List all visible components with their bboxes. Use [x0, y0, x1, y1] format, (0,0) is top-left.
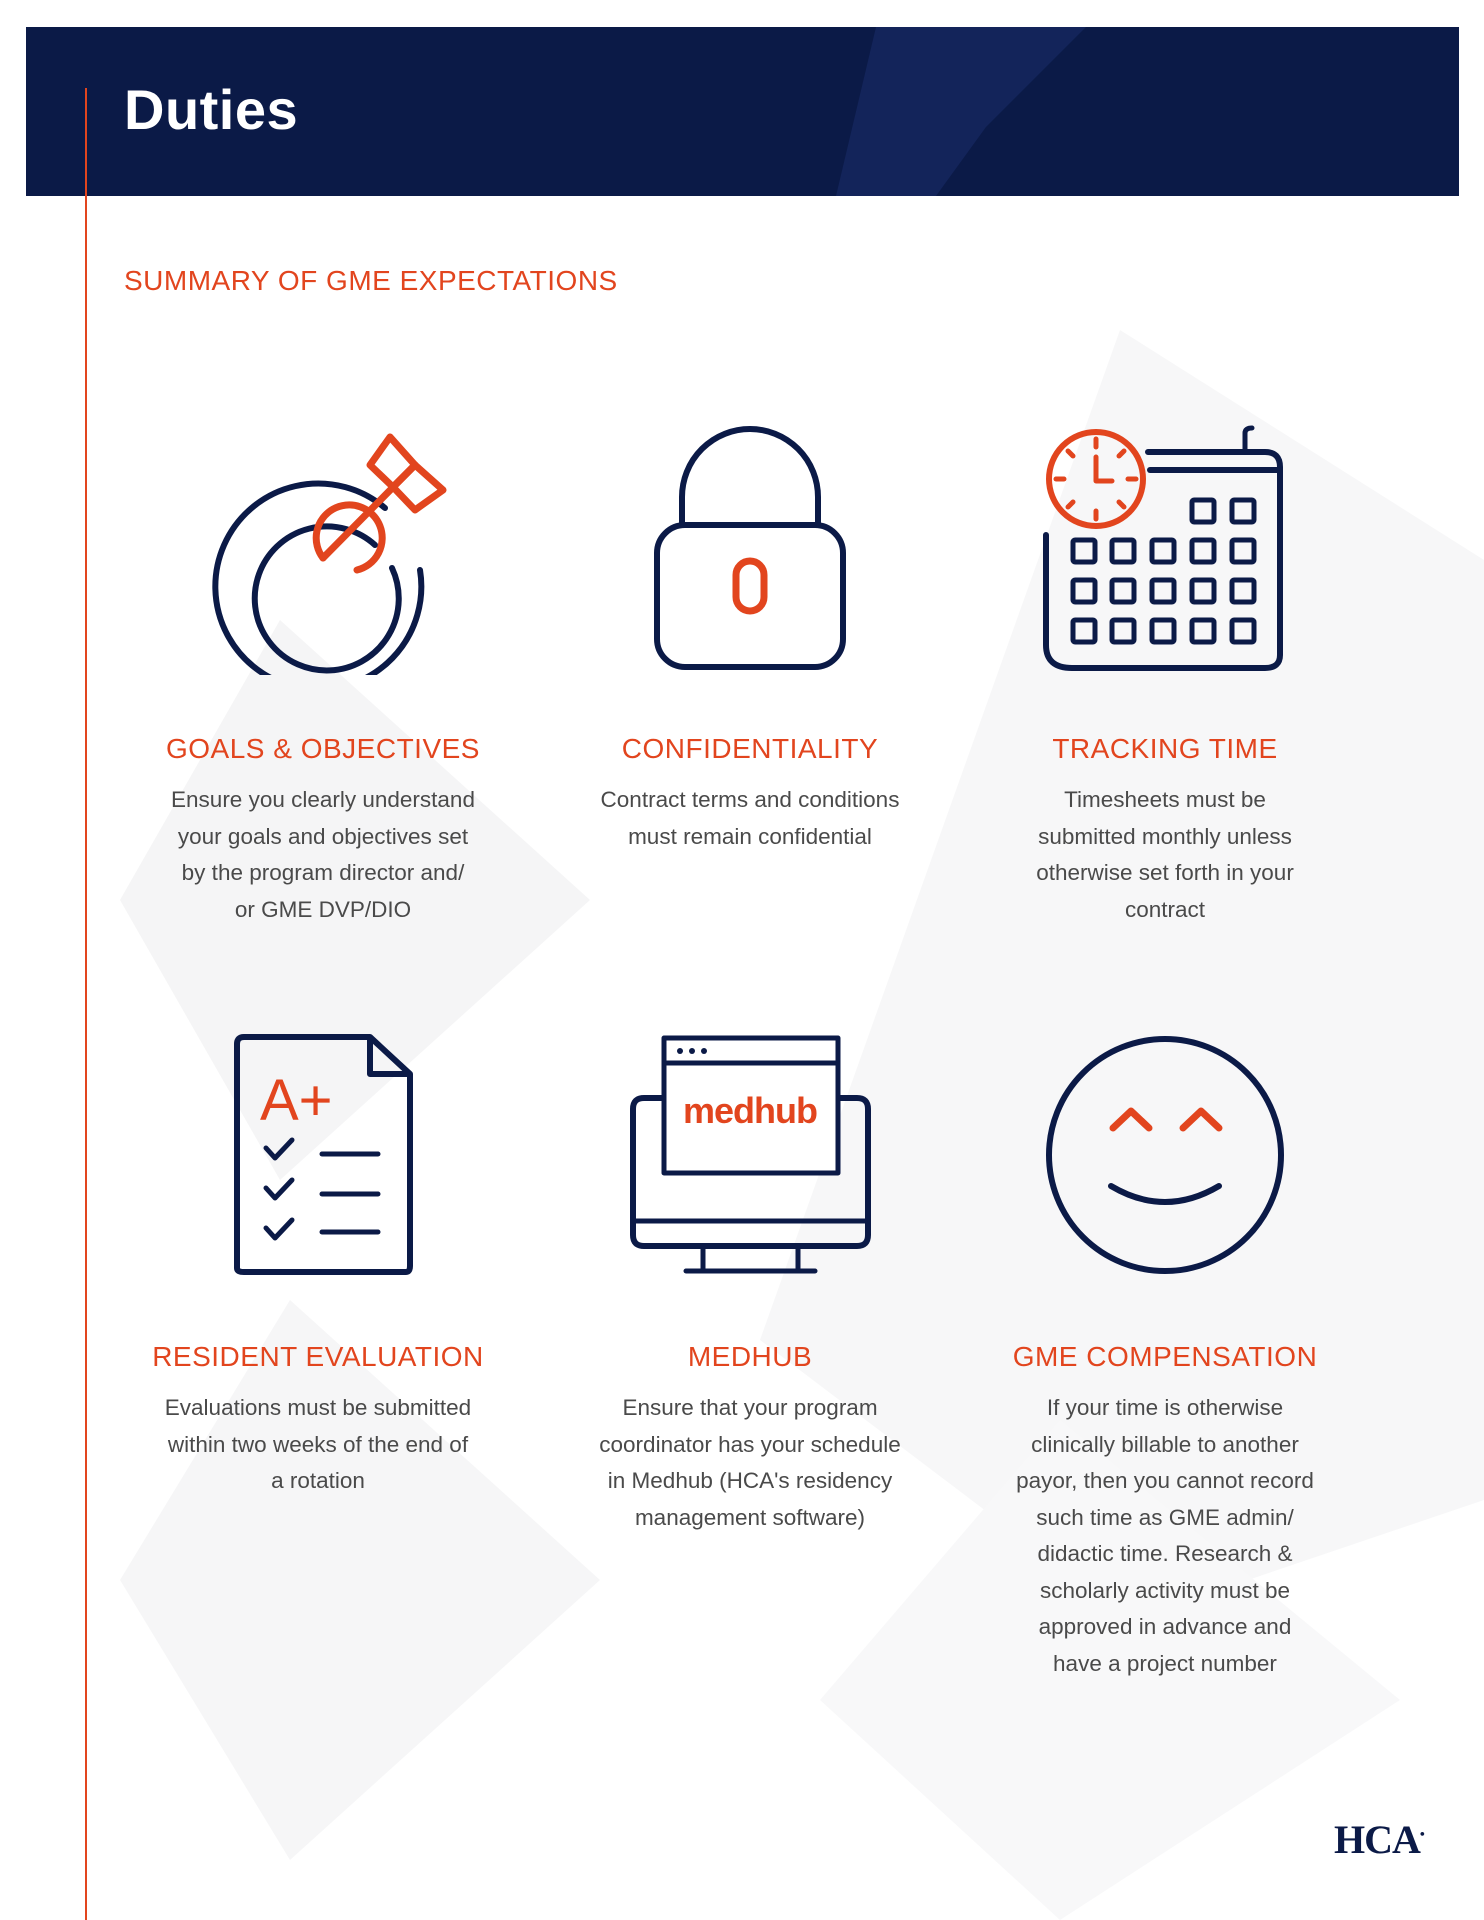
card-title: CONFIDENTIALITY — [621, 733, 879, 764]
hca-logo: HCA• — [1334, 1817, 1424, 1862]
card-description: Contract terms and conditions must remain confidential — [600, 787, 900, 849]
card-description: Timesheets must be submitted monthly unless otherwise set forth in your contract — [1036, 787, 1294, 922]
card-title: RESIDENT EVALUATION — [152, 1341, 484, 1372]
padlock-icon — [650, 425, 850, 675]
monitor-medhub-icon — [628, 1033, 873, 1278]
graded-document-icon — [230, 1030, 415, 1280]
card-title: GME COMPENSATION — [1012, 1341, 1318, 1372]
card-title: GOALS & OBJECTIVES — [166, 733, 480, 764]
card-description: Ensure that your program coordinator has your schedule in Medhub (HCA's residency management software) — [599, 1395, 901, 1530]
target-arrow-icon — [205, 425, 465, 675]
medhub-logo-text: medhub — [683, 1090, 817, 1131]
grade-label: A+ — [260, 1068, 333, 1133]
card-description: If your time is otherwise clinically billable to another payor, then you cannot record such time as GME admin/ didactic time. Research & scholarly activity must be approved in advance and have a project number — [1016, 1395, 1314, 1676]
card-description: Evaluations must be submitted within two weeks of the end of a rotation — [164, 1395, 472, 1493]
left-accent-rule — [85, 88, 87, 1920]
card-title: MEDHUB — [687, 1341, 813, 1372]
header-banner — [26, 27, 1459, 196]
calendar-clock-icon — [1040, 425, 1290, 675]
section-subtitle: SUMMARY OF GME EXPECTATIONS — [124, 265, 618, 296]
card-description: Ensure you clearly understand your goals and objectives set by the program director and/ or GME DVP/DIO — [171, 787, 475, 922]
page-title: Duties — [124, 78, 299, 141]
card-title: TRACKING TIME — [1052, 733, 1278, 764]
smiley-face-icon — [1043, 1033, 1288, 1278]
